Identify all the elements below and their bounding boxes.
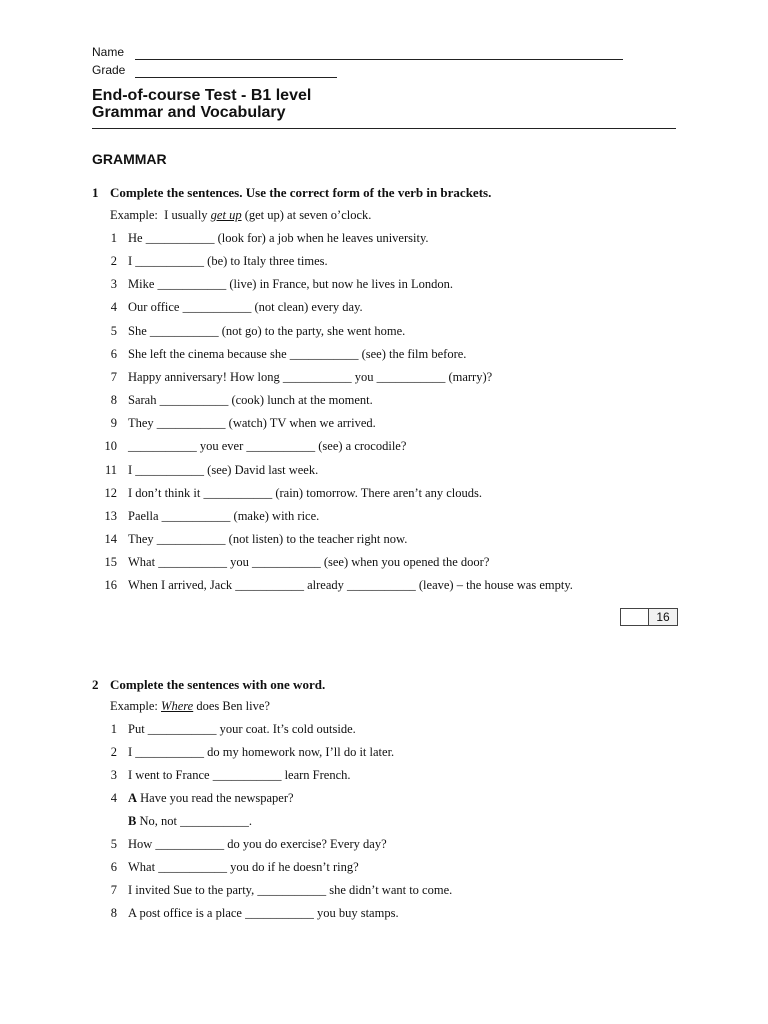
item-number: 6 bbox=[110, 860, 117, 874]
example-answer: get up bbox=[210, 208, 242, 222]
item-sentence[interactable] bbox=[128, 814, 252, 829]
item-sentence[interactable]: Happy anniversary! How long ___________ you ___________ (marry)? bbox=[128, 369, 493, 384]
item-number: 3 bbox=[110, 277, 117, 292]
item-sentence[interactable]: What ___________ you ___________ (see) when you opened the door? bbox=[128, 555, 490, 570]
example-answer: Where bbox=[161, 699, 194, 713]
item-sentence[interactable]: A post office is a place ___________ you buy stamps. bbox=[128, 906, 399, 920]
item-number: 13 bbox=[104, 508, 117, 523]
exercise-1-instruction: Complete the sentences. Use the correct form of the verb in brackets. bbox=[110, 185, 492, 200]
item-sentence[interactable]: How ___________ do you do exercise? Every day? bbox=[128, 837, 387, 851]
item-sentence[interactable]: I went to France ___________ learn French. bbox=[128, 768, 351, 782]
exercise-2-example: Example: Where does Ben live? bbox=[110, 699, 270, 713]
item-sentence[interactable]: I ___________ (be) to Italy three times. bbox=[128, 254, 328, 269]
item-number: 5 bbox=[110, 837, 117, 851]
test-subtitle: Grammar and Vocabulary bbox=[92, 104, 286, 121]
title-divider bbox=[92, 128, 676, 129]
name-field[interactable] bbox=[135, 59, 623, 60]
exercise-2-instruction: Complete the sentences with one word. bbox=[110, 677, 326, 692]
item-sentence[interactable]: He ___________ (look for) a job when he leaves university. bbox=[128, 231, 429, 245]
item-number: 14 bbox=[104, 531, 117, 546]
item-number: 1 bbox=[110, 722, 117, 736]
speaker-label: B bbox=[128, 814, 137, 828]
item-number: 4 bbox=[110, 300, 117, 315]
item-sentence[interactable]: They ___________ (watch) TV when we arrived. bbox=[128, 416, 376, 431]
item-number: 4 bbox=[110, 791, 117, 805]
item-sentence[interactable]: I invited Sue to the party, ___________ she didn’t want to come. bbox=[128, 883, 453, 897]
item-number: 8 bbox=[110, 906, 117, 920]
item-sentence[interactable]: I ___________ (see) David last week. bbox=[128, 462, 319, 477]
item-number: 7 bbox=[110, 369, 117, 384]
item-number: 8 bbox=[110, 393, 117, 408]
item-number: 12 bbox=[104, 485, 117, 500]
exercise-1-number: 1 bbox=[92, 185, 99, 200]
item-sentence[interactable]: Paella ___________ (make) with rice. bbox=[128, 508, 320, 523]
item-number: 11 bbox=[104, 462, 117, 477]
item-sentence[interactable] bbox=[128, 791, 294, 806]
item-number: 9 bbox=[110, 416, 117, 431]
item-sentence[interactable]: She left the cinema because she ___________ (see) the film before. bbox=[128, 346, 467, 361]
speaker-label: A bbox=[128, 791, 138, 805]
exercise-1-example: Example: I usually get up (get up) at seven o’clock. bbox=[110, 208, 372, 222]
item-sentence[interactable]: I don’t think it ___________ (rain) tomorrow. There aren’t any clouds. bbox=[128, 485, 482, 500]
name-label: Name bbox=[92, 45, 125, 59]
grade-label: Grade bbox=[92, 63, 126, 77]
test-title: End-of-course Test - B1 level bbox=[92, 87, 312, 104]
exercise-2-number: 2 bbox=[92, 677, 99, 692]
item-number: 7 bbox=[110, 883, 117, 897]
item-sentence[interactable]: When I arrived, Jack ___________ already ___________ (leave) – the house was empty. bbox=[128, 578, 573, 593]
item-sentence[interactable]: Put ___________ your coat. It’s cold outside. bbox=[128, 722, 356, 736]
item-number: 3 bbox=[110, 768, 117, 782]
item-sentence[interactable]: I ___________ do my homework now, I’ll do it later. bbox=[128, 745, 395, 759]
item-number: 16 bbox=[104, 578, 117, 593]
item-number: 1 bbox=[110, 231, 117, 245]
item-sentence[interactable]: She ___________ (not go) to the party, she went home. bbox=[128, 323, 406, 338]
item-sentence[interactable]: They ___________ (not listen) to the teacher right now. bbox=[128, 531, 408, 546]
section-title: GRAMMAR bbox=[92, 151, 167, 167]
item-sentence[interactable]: Our office ___________ (not clean) every day. bbox=[128, 300, 363, 315]
speaker-line: No, not ___________. bbox=[136, 814, 252, 828]
item-number: 2 bbox=[110, 745, 117, 759]
item-number: 2 bbox=[110, 254, 117, 269]
item-number: 5 bbox=[110, 323, 117, 338]
item-sentence[interactable]: What ___________ you do if he doesn’t ring? bbox=[128, 860, 359, 874]
speaker-line: Have you read the newspaper? bbox=[137, 791, 294, 805]
score-total: 16 bbox=[649, 609, 677, 625]
item-number: 10 bbox=[104, 439, 117, 454]
score-entry[interactable] bbox=[621, 609, 649, 625]
item-sentence[interactable]: ___________ you ever ___________ (see) a crocodile? bbox=[128, 439, 407, 454]
score-box bbox=[620, 608, 678, 626]
item-sentence[interactable]: Sarah ___________ (cook) lunch at the moment. bbox=[128, 393, 373, 408]
item-sentence[interactable]: Mike ___________ (live) in France, but now he lives in London. bbox=[128, 277, 453, 292]
item-number: 6 bbox=[110, 346, 117, 361]
item-number: 15 bbox=[104, 555, 117, 570]
grade-field[interactable] bbox=[135, 77, 337, 78]
